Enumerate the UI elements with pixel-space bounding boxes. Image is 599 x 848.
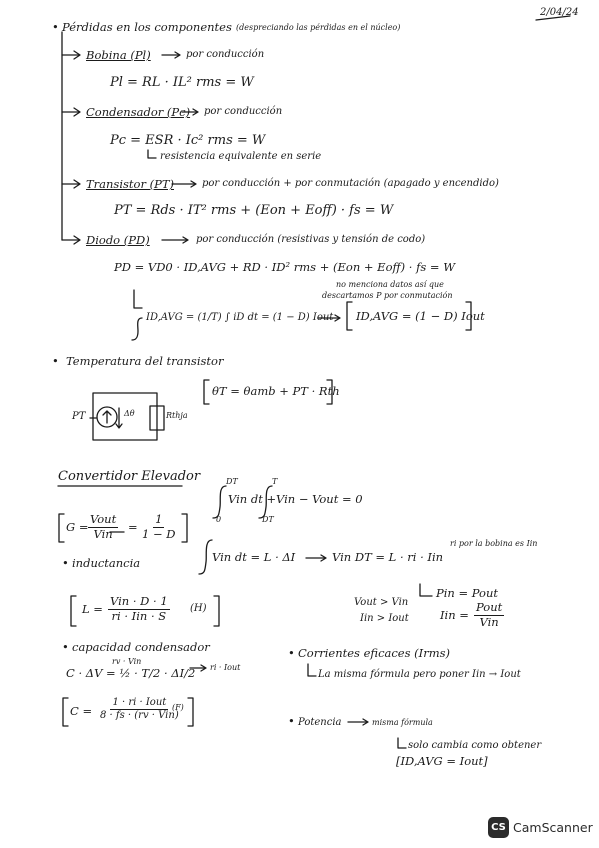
power-arrow-text: misma fórmula: [372, 718, 433, 727]
capacitance-lhs: C =: [70, 704, 93, 718]
power-text: solo cambia como obtener: [408, 740, 542, 751]
bullet-temperature: •: [52, 354, 59, 368]
compare-current: Iin > Iout: [360, 613, 409, 624]
camscanner-text: CamScanner: [513, 820, 593, 835]
transistor-formula: PT = Rds · IT² rms + (Eon + Eoff) · fs = W: [114, 203, 394, 218]
integral-upper-1: DT: [226, 477, 238, 486]
capacitance-denominator: 8 · fs · (rv · Vin): [100, 710, 179, 721]
inductance-note: ri por la bobina es Iin: [450, 539, 538, 548]
gain-numerator-1: Vout: [90, 512, 117, 526]
inductance-fraction: [108, 596, 170, 622]
gain-numerator-2: 1: [155, 512, 163, 526]
integral-lower-1: 0: [216, 515, 222, 524]
gain-denominator-2: 1 − D: [142, 526, 176, 541]
power-balance: Pin = Pout: [436, 586, 498, 600]
diode-note-1: no menciona datos así que: [336, 280, 444, 289]
bullet-inductance: •: [62, 556, 69, 570]
camscanner-logo: [488, 817, 593, 838]
page-date: 2/04/24: [540, 7, 579, 18]
circuit-delta-label: Δθ: [124, 409, 135, 418]
power-result: [ID,AVG = Iout]: [396, 754, 488, 768]
diode-label: Diodo (PD): [86, 233, 150, 247]
capacitance-side: ri · Iout: [210, 663, 241, 672]
currents-label: Corrientes eficaces (Irms): [298, 646, 450, 660]
diode-formula: PD = VD0 · ID,AVG + RD · ID² rms + (Eon + Eoff) · fs = W: [114, 260, 456, 274]
diode-avg-expression: ID,AVG = (1/T) ∫ iD dt = (1 − D) Iout: [146, 312, 334, 323]
gain-fraction-1: [88, 514, 118, 540]
capacitor-formula: Pc = ESR · Ic² rms = W: [110, 133, 266, 148]
coil-arrow-text: por conducción: [186, 49, 265, 60]
camscanner-badge-icon: CS: [488, 817, 509, 838]
losses-note: (despreciando las pérdidas en el núcleo): [236, 23, 401, 32]
capacitance-unit: (F): [172, 703, 184, 712]
integral-left: Vin dt +: [228, 492, 277, 506]
capacitance-label: capacidad condensador: [72, 640, 210, 654]
integral-upper-2: T: [272, 477, 278, 486]
diode-avg-result: ID,AVG = (1 − D) Iout: [356, 309, 485, 323]
gain-fraction-2: [140, 514, 177, 540]
gain-denominator-1: Vin: [93, 526, 113, 541]
capacitor-arrow-text: por conducción: [204, 106, 283, 117]
capacitance-numerator: 1 · ri · Iout: [112, 697, 167, 708]
iin-lhs: Iin =: [440, 608, 469, 622]
transistor-label: Transistor (PT): [86, 177, 174, 191]
bullet-losses: •: [52, 20, 59, 34]
transistor-arrow-text: por conducción + por conmutación (apagado y encendido): [202, 178, 499, 189]
capacitance-formula: C · ΔV = ½ · T/2 · ΔI/2: [66, 666, 196, 680]
coil-formula: Pl = RL · IL² rms = W: [110, 75, 254, 90]
currents-text: La misma fórmula pero poner Iin → Iout: [318, 669, 521, 680]
circuit-resistor-label: Rthja: [166, 411, 188, 420]
iin-denominator: Vin: [479, 614, 499, 629]
gain-equals: =: [128, 520, 138, 534]
integral-lower-2: DT: [262, 515, 274, 524]
bullet-power: •: [288, 714, 295, 728]
power-label: Potencia: [298, 717, 342, 728]
circuit-source-label: PT: [72, 411, 86, 422]
boost-title: Convertidor Elevador: [58, 469, 201, 484]
inductance-numerator: Vin · D · 1: [110, 594, 168, 608]
temperature-title: Temperatura del transistor: [66, 354, 224, 368]
coil-label: Bobina (Pl): [86, 48, 151, 62]
bullet-capacitance: •: [62, 640, 69, 654]
inductance-integral: Vin dt = L · ΔI: [212, 550, 296, 564]
iin-numerator: Pout: [476, 600, 503, 614]
diode-note-2: descartamos P por conmutación: [322, 291, 453, 300]
gain-lhs: G =: [66, 520, 89, 534]
inductance-unit: (H): [190, 603, 207, 614]
integral-right: Vin − Vout = 0: [276, 492, 363, 506]
iin-fraction: [474, 602, 504, 628]
losses-title: Pérdidas en los componentes: [62, 20, 232, 34]
diode-arrow-text: por conducción (resistivas y tensión de codo): [196, 234, 426, 245]
inductance-formula-lhs: L =: [82, 602, 103, 616]
temperature-formula: θT = θamb + PT · Rth: [212, 384, 340, 398]
capacitor-note: resistencia equivalente en serie: [160, 151, 322, 162]
inductance-step: Vin DT = L · ri · Iin: [332, 550, 444, 564]
capacitor-label: Condensador (Pc): [86, 105, 191, 119]
capacitance-over: rv · Vin: [112, 657, 142, 666]
compare-voltage: Vout > Vin: [354, 597, 409, 608]
inductance-label: inductancia: [72, 556, 141, 570]
bullet-currents: •: [288, 646, 295, 660]
capacitance-fraction: [98, 698, 181, 721]
inductance-denominator: ri · Iin · S: [111, 608, 167, 623]
